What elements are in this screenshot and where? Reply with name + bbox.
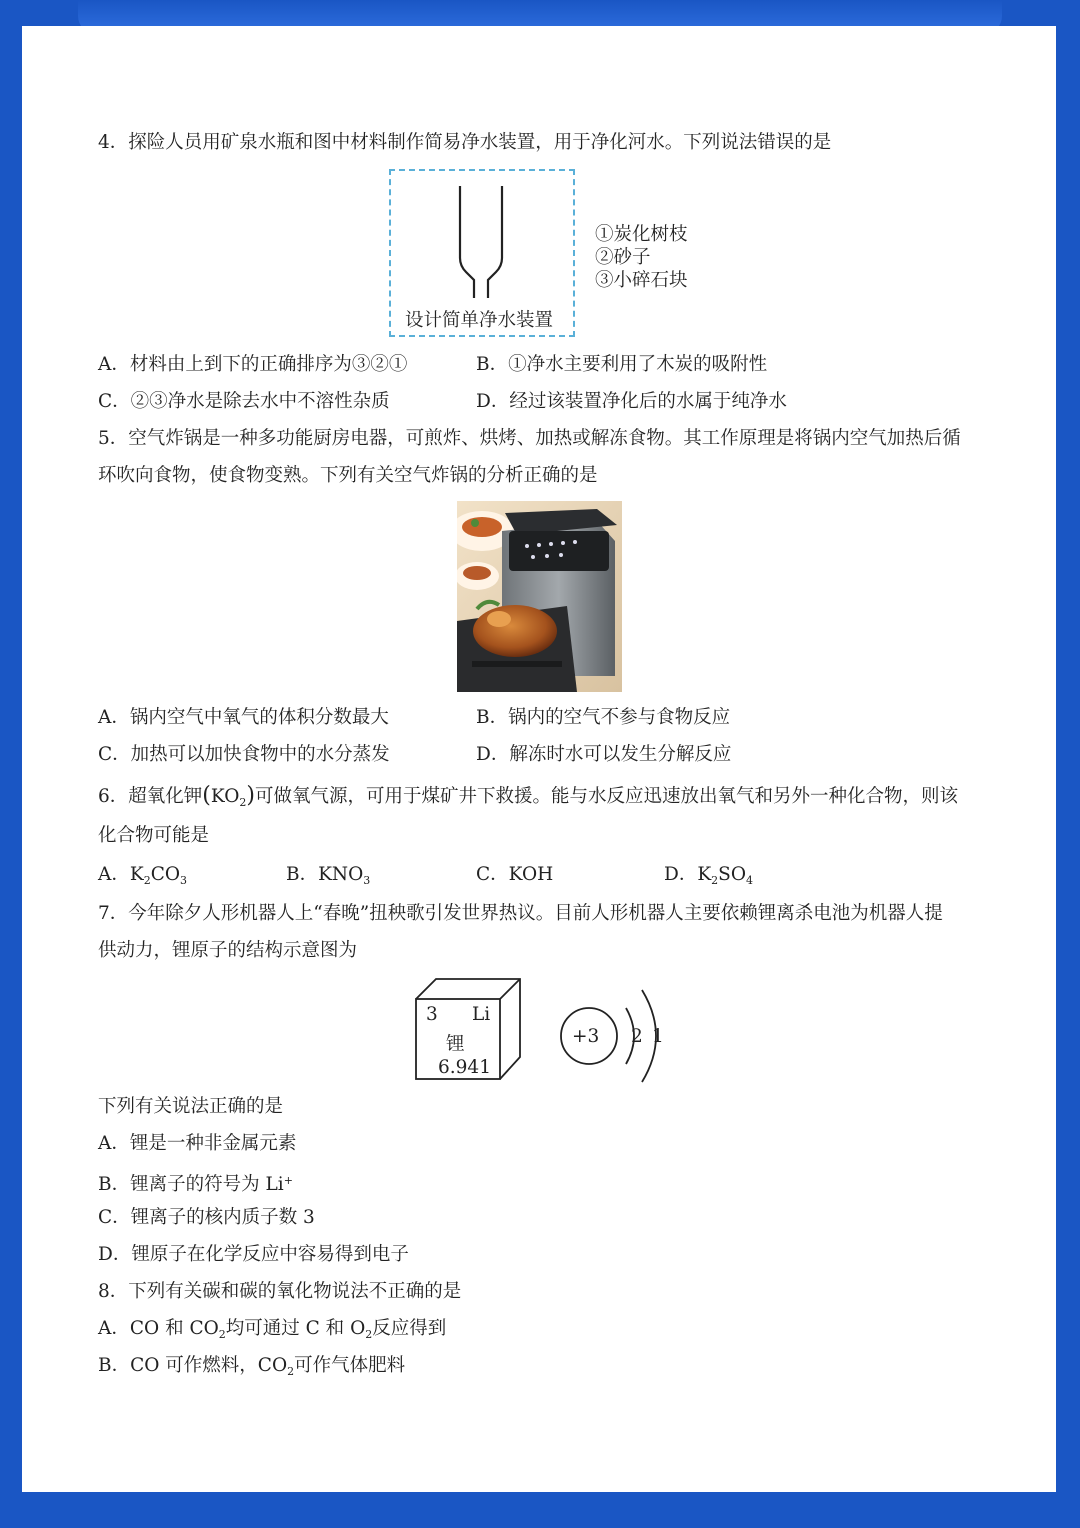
q6-stem-line2: 化合物可能是 <box>98 825 210 846</box>
q5-option-a: A．锅内空气中氧气的体积分数最大 <box>98 707 389 728</box>
filter-diagram-caption: 设计简单净水装置 <box>405 310 554 331</box>
legend-item-charcoal: ①炭化树枝 <box>595 224 688 245</box>
legend-item-gravel: ③小碎石块 <box>595 270 688 291</box>
q7-option-d: D．锂原子在化学反应中容易得到电子 <box>98 1244 409 1265</box>
q4-option-d: D．经过该装置净化后的水属于纯净水 <box>476 391 787 412</box>
q7-prompt: 下列有关说法正确的是 <box>98 1096 284 1117</box>
q6-option-c: C．KOH <box>476 864 554 885</box>
q6-option-d: D．$K_2SO_4$ <box>664 864 754 887</box>
shell2-electrons: 1 <box>652 1026 664 1047</box>
formula-ko2: KO <box>210 786 240 807</box>
q8-stem: 8．下列有关碳和碳的氧化物说法不正确的是 <box>98 1281 462 1302</box>
atomic-mass: 6.941 <box>438 1057 491 1078</box>
q7-option-c: C．锂离子的核内质子数 3 <box>98 1207 315 1228</box>
q6-option-a: A．$K_2CO_3$ <box>98 864 188 887</box>
q4-option-a: A．材料由上到下的正确排序为③②① <box>98 354 408 375</box>
bottle-outline-diagram <box>440 180 530 300</box>
q7-option-b: B．锂离子的符号为 Li+ <box>98 1174 293 1195</box>
paren-open: ( <box>202 783 211 808</box>
bottom-bar-decoration <box>0 1492 1080 1528</box>
q5-option-c: C．加热可以加快食物中的水分蒸发 <box>98 744 390 765</box>
shell1-electrons: 2 <box>631 1026 643 1047</box>
air-fryer-photo <box>457 501 622 692</box>
q7-option-a: A．锂是一种非金属元素 <box>98 1133 297 1154</box>
q5-stem-line1: 5．空气炸锅是一种多功能厨房电器，可煎炸、烘烤、加热或解冻食物。其工作原理是将锅内空气加热后循 <box>98 428 961 449</box>
q5-stem-line2: 环吹向食物，使食物变熟。下列有关空气炸锅的分析正确的是 <box>98 465 598 486</box>
formula-ko2-subscript: 2 <box>239 796 247 809</box>
element-symbol: Li <box>472 1004 491 1025</box>
q8-option-b: B．CO 可作燃料，$CO_2$可作气体肥料 <box>98 1355 406 1378</box>
q4-option-c: C．②③净水是除去水中不溶性杂质 <box>98 391 390 412</box>
atomic-number: 3 <box>426 1004 438 1025</box>
q5-option-d: D．解冻时水可以发生分解反应 <box>476 744 732 765</box>
element-name: 锂 <box>446 1034 465 1055</box>
legend-item-sand: ②砂子 <box>595 247 651 268</box>
q7-stem-line2: 供动力，锂原子的结构示意图为 <box>98 940 358 961</box>
q4-stem: 4．探险人员用矿泉水瓶和图中材料制作简易净水装置，用于净化河水。下列说法错误的是 <box>98 132 832 153</box>
q7-stem-line1: 7．今年除夕人形机器人上“春晚”扭秧歌引发世界热议。目前人形机器人主要依赖锂离杀电池为机器人提 <box>98 903 943 924</box>
q8-option-a: A．CO 和 $CO_2$均可通过 C 和 $O_2$反应得到 <box>98 1318 447 1341</box>
q6-stem-post: 可做氧气源，可用于煤矿井下救援。能与水反应迅速放出氧气和另外一种化合物，则该 <box>254 786 958 807</box>
q6-option-b: B．$KNO_3$ <box>286 864 371 887</box>
nucleus-charge: +3 <box>572 1026 600 1047</box>
paren-close: ) <box>246 783 255 808</box>
q6-stem-line1 <box>98 784 958 815</box>
q5-option-b: B．锅内的空气不参与食物反应 <box>476 707 731 728</box>
q6-stem-pre: 6．超氧化钾 <box>98 786 203 807</box>
q4-option-b: B．①净水主要利用了木炭的吸附性 <box>476 354 768 375</box>
